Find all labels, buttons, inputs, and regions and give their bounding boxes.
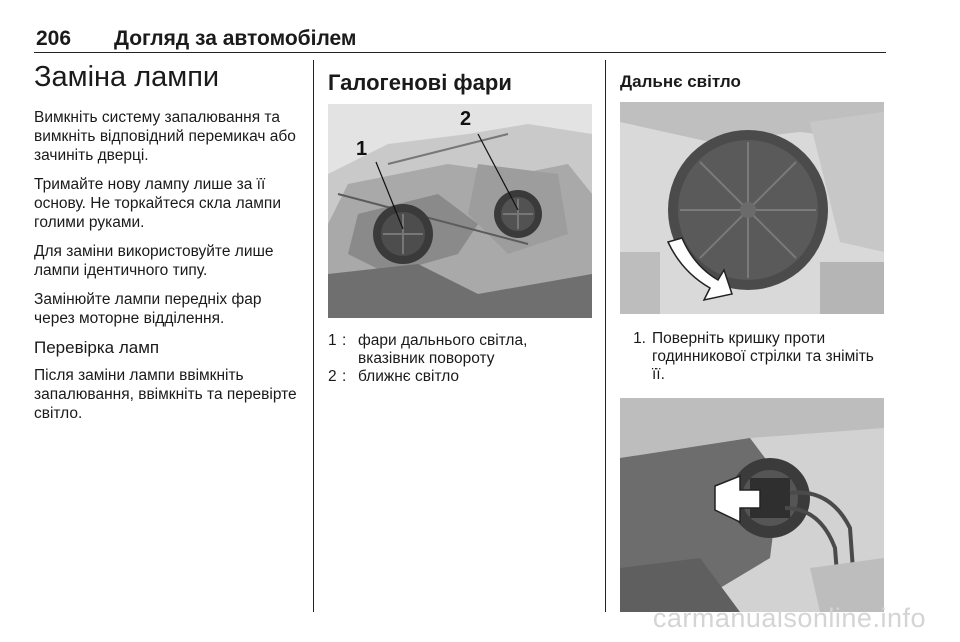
cover-illustration — [620, 102, 884, 314]
paragraph: Для заміни використовуйте лише лампи ідентичного типу. — [34, 243, 274, 279]
bulb-illustration — [620, 398, 884, 612]
headlight-illustration — [328, 104, 592, 318]
paragraph: Вимкніть систему запалювання та вимкніть відповідний перемикач або зачиніть дверці. — [34, 109, 296, 164]
legend-item — [328, 368, 594, 386]
column-title: Дальнє світло — [620, 72, 741, 91]
header-rule — [34, 52, 886, 53]
legend-separator: : — [342, 368, 347, 385]
paragraph: Тримайте нову лампу лише за її основу. Не торкайтеся скла лампи голими руками. — [34, 176, 281, 231]
step-text: Поверніть кришку проти годинникової стрілки та зніміть її. — [652, 330, 874, 383]
paragraph: Замінюйте лампи передніх фар через моторне відділення. — [34, 291, 262, 327]
subheading: Перевірка ламп — [34, 338, 160, 357]
column-divider — [313, 60, 314, 612]
headlight-figure — [328, 104, 592, 318]
running-title: Догляд за автомобілем — [114, 27, 357, 50]
column-divider — [605, 60, 606, 612]
legend-separator: : — [342, 332, 347, 349]
instruction-step — [620, 330, 886, 384]
cover-figure — [620, 102, 884, 314]
section-title: Заміна лампи — [34, 61, 220, 93]
column-title: Галогенові фари — [328, 70, 512, 95]
bulb-figure — [620, 398, 884, 612]
legend-item — [328, 332, 594, 368]
callout-label: 2 — [460, 108, 472, 130]
legend-text: ближнє світло — [358, 368, 460, 385]
legend-number: 2 — [328, 368, 337, 385]
figure-legend — [328, 332, 594, 386]
step-number: 1. — [633, 330, 646, 347]
legend-number: 1 — [328, 332, 337, 349]
legend-text: фари дальнього світла, вказівник повороту — [358, 332, 528, 367]
column-high-beam — [620, 60, 886, 612]
page-number: 206 — [36, 27, 72, 50]
callout-label: 1 — [356, 138, 368, 160]
watermark: carmanualsonline.info — [652, 603, 926, 633]
column-bulb-replacement — [34, 60, 304, 433]
paragraph: Після заміни лампи ввімкніть запалювання, ввімкніть та перевірте світло. — [34, 367, 297, 422]
column-halogen-headlights — [328, 60, 594, 386]
